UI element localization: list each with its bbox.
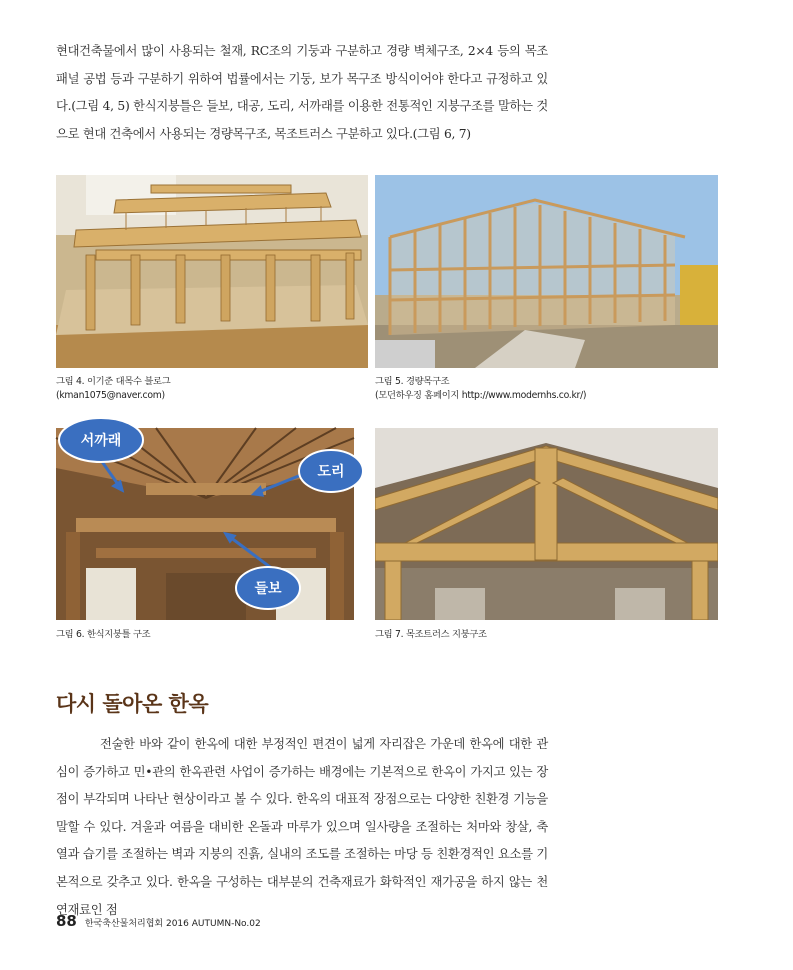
svg-text:들보: 들보 [254, 581, 282, 597]
section-heading: 다시 돌아온 한옥 [56, 692, 209, 716]
figure-6-caption: 그림 6. 한식지붕틀 구조 [56, 629, 151, 640]
figure-6-photo [56, 428, 354, 620]
label-purlin [299, 450, 363, 492]
figure-5-photo [375, 175, 718, 368]
figure-4-caption: 그림 4. 이기준 대목수 블로그 (kman1075@naver.com) [56, 376, 171, 401]
page-footer [56, 912, 261, 930]
figure-7-photo [375, 428, 718, 620]
body-paragraph: 전술한 바와 같이 한옥에 대한 부정적인 편견이 넓게 자리잡은 가운데 한옥에 대한 관심이 증가하고 민•관의 한옥관련 사업이 증가하는 배경에는 기본적으로 한옥이 가지고 있는 장점이 부각되며 나타난 현상이라고 볼 수 있다. 한옥의 대표적 장점으로는 다양한 친환경 기능을 말할 수 있다. 겨울과 여름을 대비한 온돌과 마루가 있으며 일사량을 조절하는 처마와 창살, 축열과 습기를 조절하는 벽과 지붕의 진흙, 실내의 조도를 조절하는 마당 등 친환경적인 요소를 기본적으로 갖추고 있다. 한옥을 구성하는 대부분의 건축재료가 화학적인 재가공을 하지 않는 천연재료인 점 [56, 737, 548, 917]
figure-4-photo [56, 175, 368, 368]
svg-text:도리: 도리 [317, 464, 345, 480]
publication-name: 한국축산물처리협회 2016 AUTUMN-No.02 [84, 919, 261, 929]
svg-text:서까래: 서까래 [80, 433, 122, 449]
label-beam [236, 567, 300, 609]
figure-7-caption: 그림 7. 목조트러스 지붕구조 [375, 629, 487, 640]
page-number: 88 [56, 912, 77, 930]
intro-paragraph: 현대건축물에서 많이 사용되는 철재, RC조의 기둥과 구분하고 경량 벽체구조, 2×4 등의 목조패널 공법 등과 구분하기 위하여 법률에서는 기둥, 보가 목구조 방식이어야 한다고 규정하고 있다.(그림 4, 5) 한식지붕틀은 들보, 대공, 도리, 서까래를 이용한 전통적인 지붕구조를 말하는 것으로 현대 건축에서 사용되는 경량목구조, 목조트러스 구분하고 있다.(그림 6, 7) [56, 44, 548, 141]
figure-5-caption: 그림 5. 경량목구조 (모던하우징 홈페이지 http://www.modernhs.co.kr/) [375, 376, 587, 401]
label-rafter [59, 418, 143, 462]
